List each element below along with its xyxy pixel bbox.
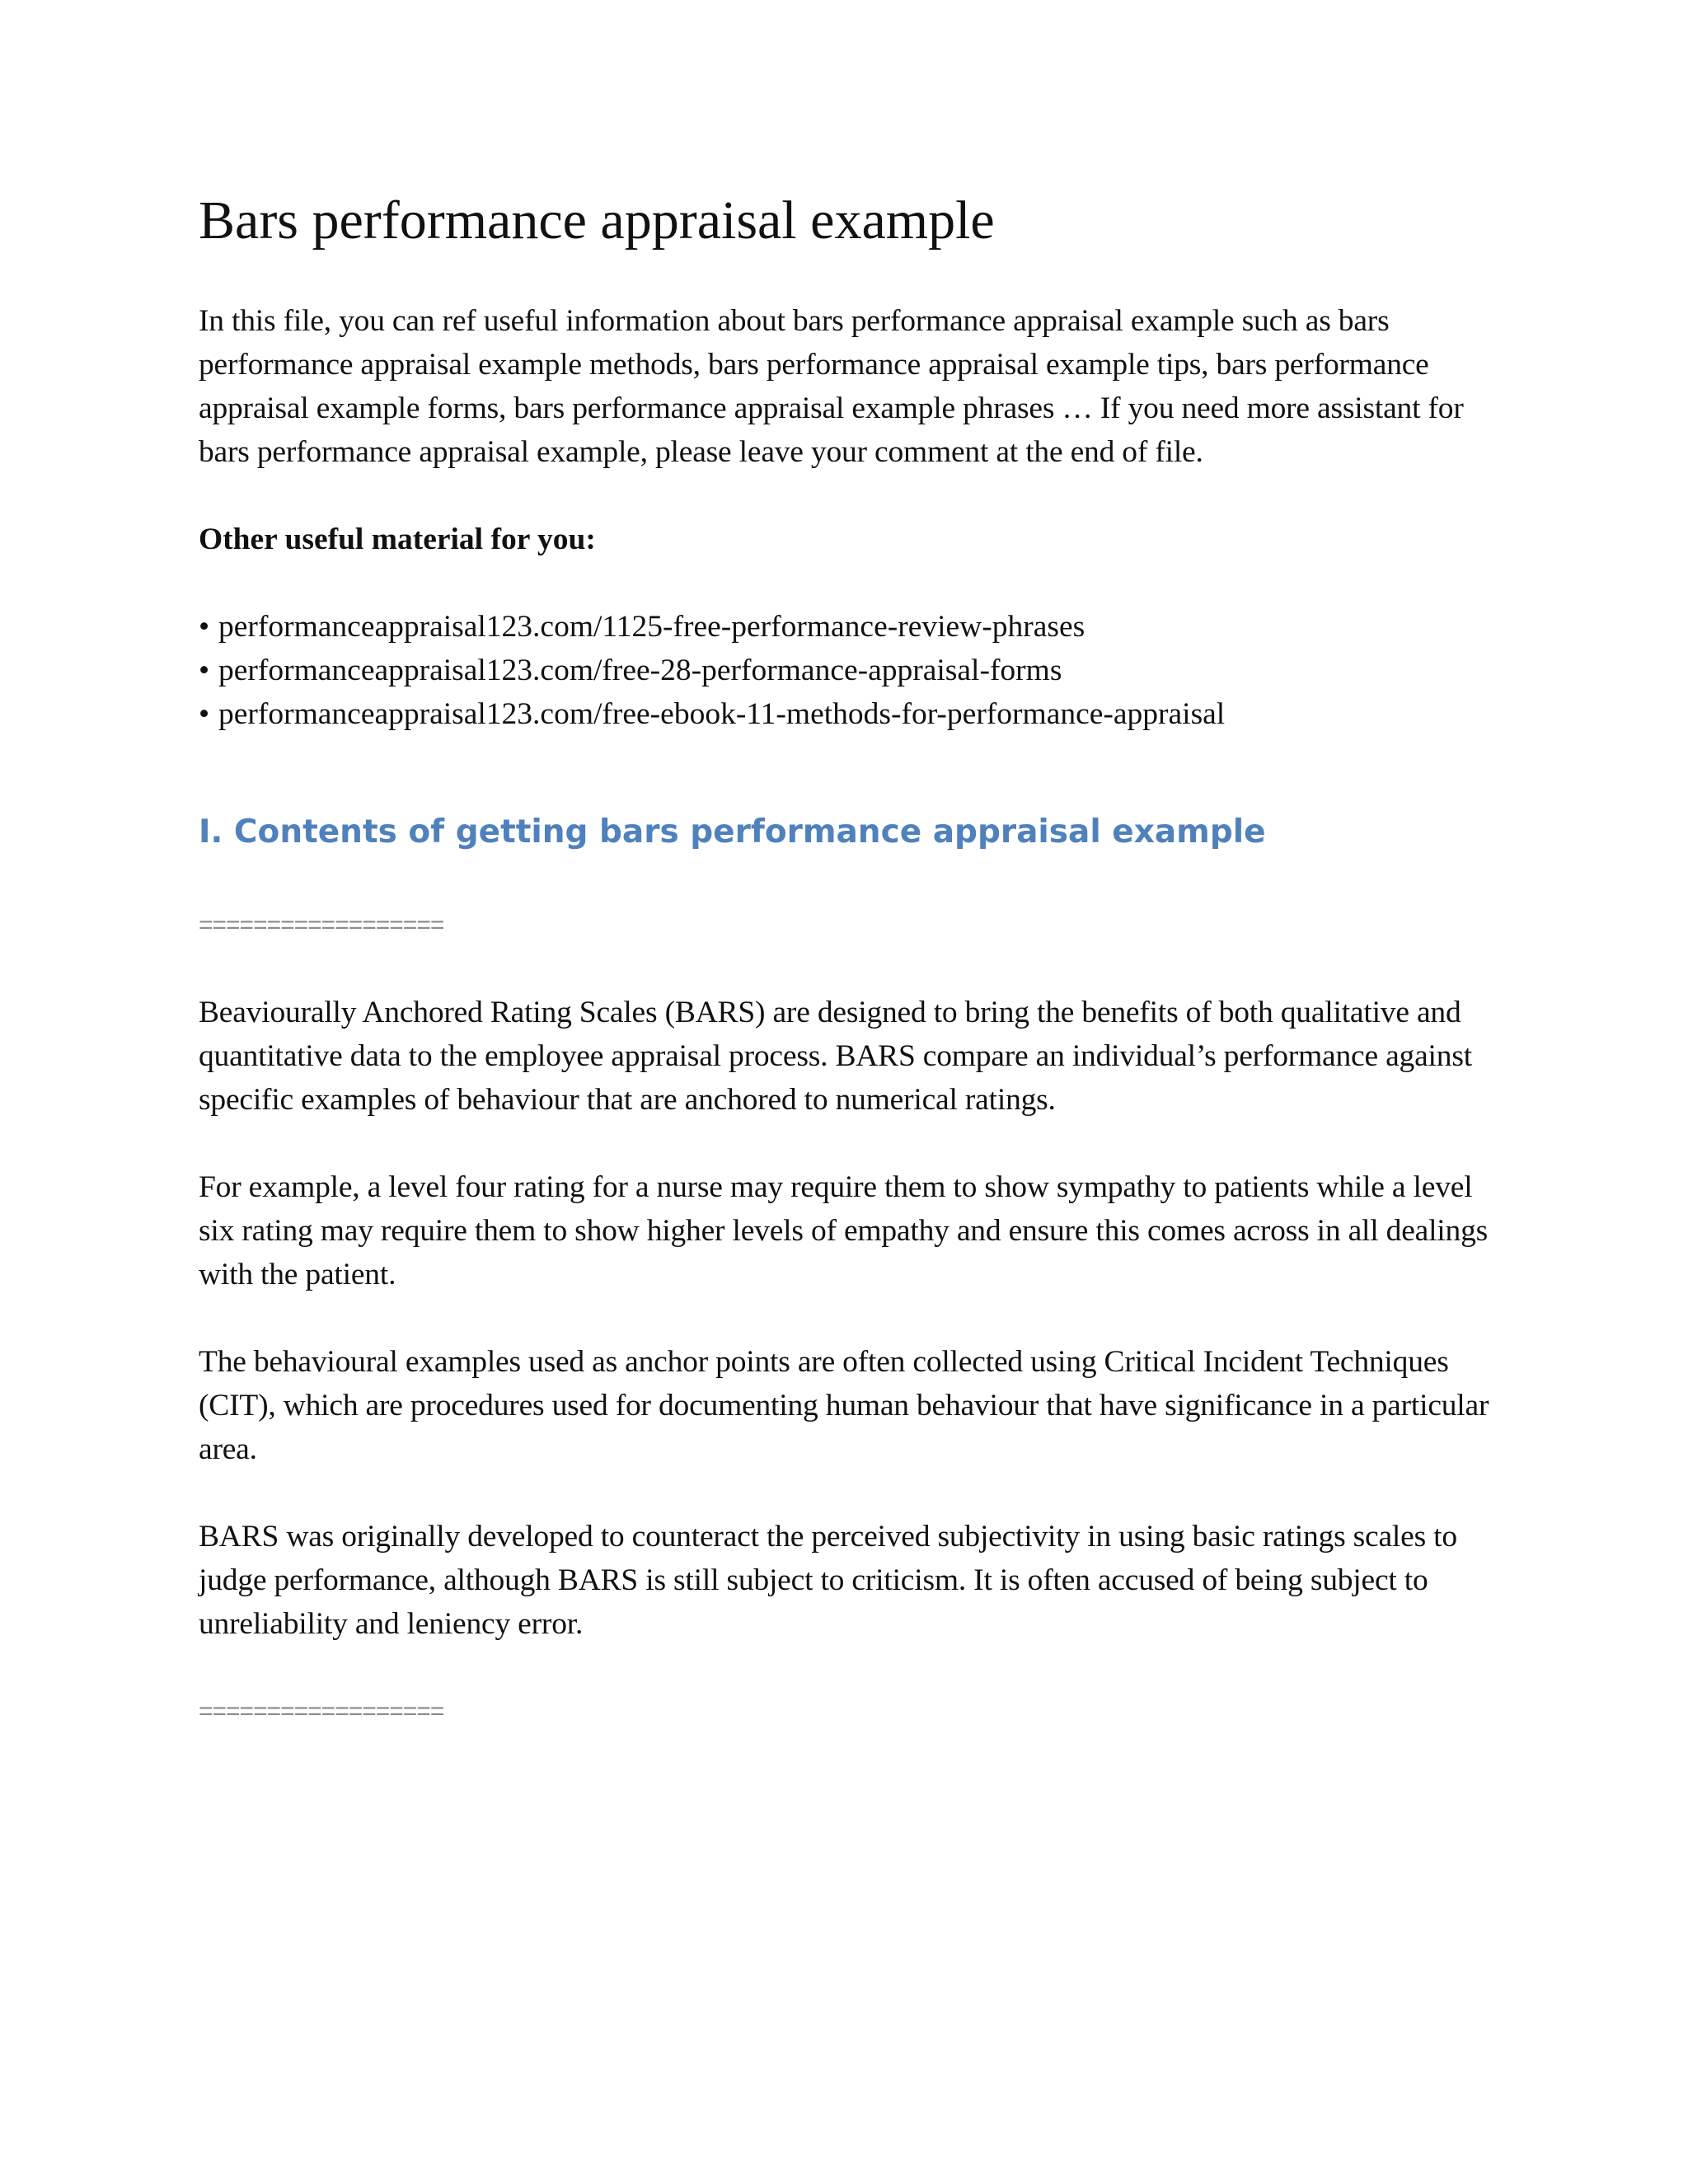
divider-bottom: ================== <box>199 1697 444 1725</box>
divider-top: ================== <box>199 911 444 939</box>
list-item <box>199 649 1501 692</box>
bullet-icon: • <box>199 697 210 732</box>
list-item <box>199 692 1501 736</box>
link-3[interactable]: performanceappraisal123.com/free-ebook-11-methods-for-performance-appraisal <box>218 697 1226 732</box>
document-content <box>199 188 1501 1777</box>
section-heading: I. Contents of getting bars performance appraisal example <box>199 813 1266 851</box>
intro-paragraph: In this file, you can ref useful information about bars performance appraisal example such as bars performance appraisal example methods, bars performance appraisal example tips, bars performance appraisal example forms, bars performance appraisal example phrases … If you need more assistant for bars performance appraisal example, please leave your comment at the end of file. <box>199 304 1464 470</box>
link-1[interactable]: performanceappraisal123.com/1125-free-performance-review-phrases <box>218 610 1085 644</box>
document-title: Bars performance appraisal example <box>199 190 995 251</box>
body-paragraph-4: BARS was originally developed to counteract the perceived subjectivity in using basic ratings scales to judge performance, although BARS is still subject to criticism. It is often accused of being subject to unreliability and leniency error. <box>199 1519 1457 1641</box>
useful-links-list <box>199 605 1501 736</box>
body-paragraph-1: Beaviourally Anchored Rating Scales (BARS) are designed to bring the benefits of both qualitative and quantitative data to the employee appraisal process. BARS compare an individual’s performance against specific examples of behaviour that are anchored to numerical ratings. <box>199 995 1472 1117</box>
body-paragraph-3: The behavioural examples used as anchor points are often collected using Critical Incident Techniques (CIT), which are procedures used for documenting human behaviour that have significance in a particular area. <box>199 1344 1489 1466</box>
bullet-icon: • <box>199 654 210 688</box>
other-material-label: Other useful material for you: <box>199 523 596 557</box>
link-2[interactable]: performanceappraisal123.com/free-28-performance-appraisal-forms <box>218 654 1062 688</box>
bullet-icon: • <box>199 610 210 644</box>
body-paragraph-2: For example, a level four rating for a nurse may require them to show sympathy to patients while a level six rating may require them to show higher levels of empathy and ensure this comes across in all dealings with the patient. <box>199 1169 1489 1291</box>
list-item <box>199 605 1501 649</box>
